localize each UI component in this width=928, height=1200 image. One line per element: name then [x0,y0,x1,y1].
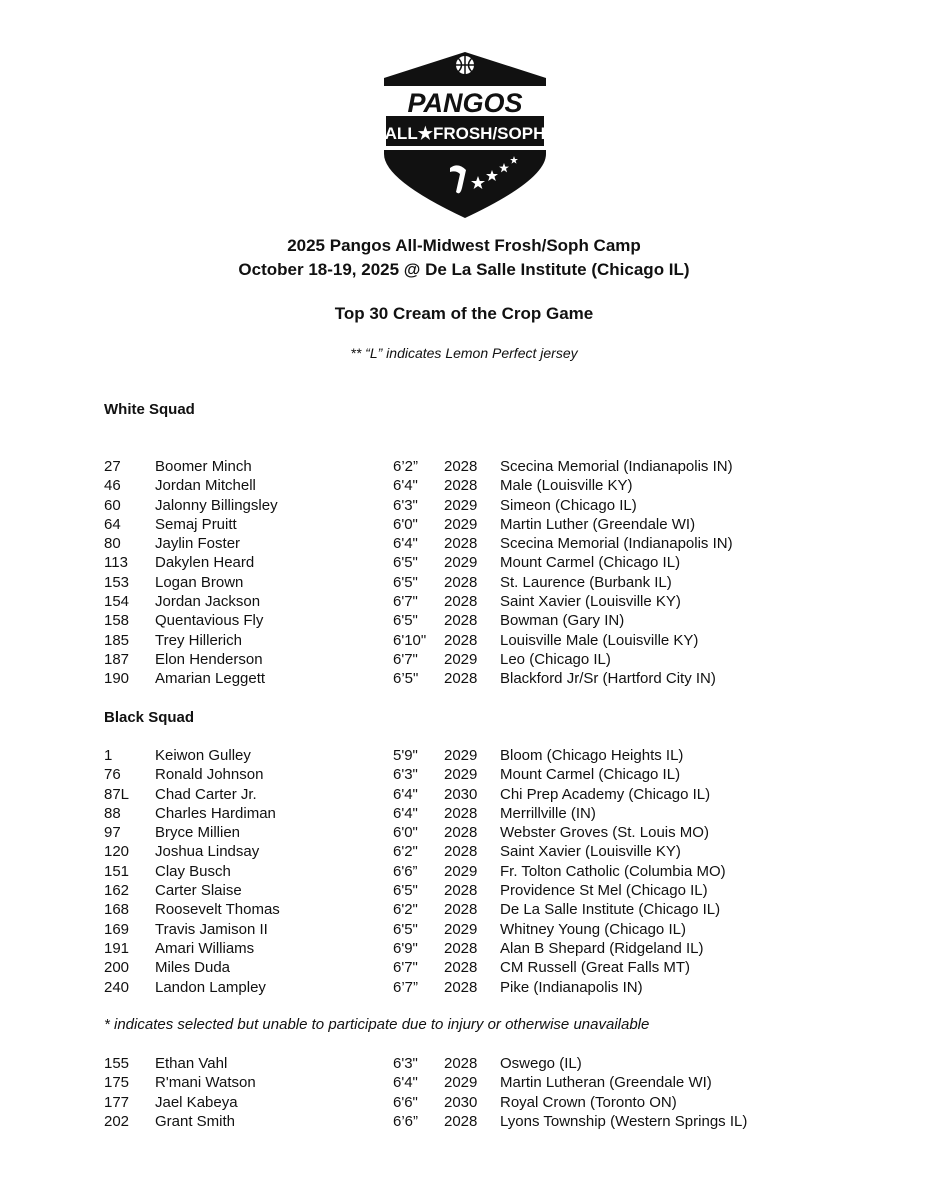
player-school: Lyons Township (Western Springs IL) [500,1112,748,1130]
player-class-year: 2028 [444,939,478,957]
player-height: 6’2” [393,458,419,475]
player-class-year: 2029 [444,1074,478,1092]
player-number: 191 [104,939,130,957]
player-school: CM Russell (Great Falls MT) [500,959,691,977]
player-number: 162 [104,882,130,900]
player-class-year: 2028 [444,535,478,553]
player-class-year: 2028 [444,458,478,475]
player-name: Joshua Lindsay [155,843,260,861]
player-school: Saint Xavier (Louisville KY) [500,843,681,861]
player-number: 97 [104,824,121,842]
player-class-year: 2028 [444,593,478,611]
player-class-year: 2028 [444,1112,478,1130]
player-school: Mount Carmel (Chicago IL) [500,554,681,572]
player-school: Leo (Chicago IL) [500,650,611,668]
player-school: Saint Xavier (Louisville KY) [500,593,681,611]
player-name: Jael Kabeya [155,1093,238,1111]
player-name: Carter Slaise [155,882,242,900]
player-name: Elon Henderson [155,650,263,668]
player-number: 177 [104,1093,130,1111]
player-class-year: 2028 [444,1055,478,1072]
player-height: 6'9" [393,939,418,957]
player-number: 1 [104,747,113,764]
white-squad-heading: White Squad [104,401,195,418]
player-school: Mount Carmel (Chicago IL) [500,766,681,784]
player-height: 6'7" [393,959,418,977]
player-class-year: 2028 [444,612,478,630]
player-height: 6'4" [393,785,418,803]
player-row [104,842,824,861]
player-height: 6'2" [393,901,418,919]
player-number: 80 [104,535,121,553]
player-school: Blackford Jr/Sr (Hartford City IN) [500,670,716,688]
player-row [104,785,824,804]
black-squad-heading: Black Squad [104,709,195,726]
player-height: 6'5" [393,554,418,572]
player-number: 27 [104,458,121,475]
player-row [104,978,824,997]
player-class-year: 2028 [444,824,478,842]
player-height: 6'0" [393,824,418,842]
player-height: 6’5" [393,670,419,688]
game-title: Top 30 Cream of the Crop Game [334,304,594,323]
player-school: Male (Louisville KY) [500,477,633,495]
player-name: Boomer Minch [155,458,252,475]
player-name: Jordan Mitchell [155,477,256,495]
player-row [104,939,824,958]
player-school: Fr. Tolton Catholic (Columbia MO) [500,862,726,880]
player-row [104,611,824,630]
player-number: 88 [104,804,121,822]
player-name: Clay Busch [155,862,231,880]
player-number: 154 [104,593,130,611]
player-class-year: 2029 [444,515,478,533]
player-number: 64 [104,515,121,533]
logo-subtitle-text: ALL★FROSH/SOPH [384,124,546,143]
player-school: Bloom (Chicago Heights IL) [500,747,684,764]
player-class-year: 2029 [444,650,478,668]
player-school: St. Laurence (Burbank IL) [500,573,672,591]
player-school: Whitney Young (Chicago IL) [500,920,686,938]
event-title: 2025 Pangos All-Midwest Frosh/Soph Camp [287,236,641,255]
player-height: 6'10" [393,631,427,649]
player-class-year: 2028 [444,959,478,977]
player-height: 6'5" [393,882,418,900]
event-date-location: October 18-19, 2025 @ De La Salle Institute (Chicago IL) [238,260,690,279]
player-name: Dakylen Heard [155,554,255,572]
player-height: 6'2" [393,843,418,861]
player-number: 158 [104,612,130,630]
player-school: Providence St Mel (Chicago IL) [500,882,708,900]
player-row [104,476,824,495]
player-number: 60 [104,496,121,514]
player-class-year: 2030 [444,785,478,803]
player-height: 6'3" [393,766,418,784]
player-name: R'mani Watson [155,1074,256,1092]
pangos-all-frosh-soph-logo [380,50,550,220]
player-height: 6'6” [393,862,418,880]
player-class-year: 2028 [444,804,478,822]
player-number: 202 [104,1112,130,1130]
player-class-year: 2029 [444,766,478,784]
player-row [104,1093,824,1112]
player-name: Quentavious Fly [155,612,264,630]
player-number: 155 [104,1055,130,1072]
player-number: 113 [104,554,128,572]
player-number: 190 [104,670,130,688]
player-name: Landon Lampley [155,978,266,996]
player-name: Jalonny Billingsley [155,496,278,514]
player-name: Travis Jamison II [155,920,268,938]
player-height: 6'5" [393,920,418,938]
player-row [104,900,824,919]
player-row [104,862,824,881]
player-class-year: 2028 [444,901,478,919]
player-height: 6'7" [393,650,418,668]
basketball-icon [455,55,475,75]
player-height: 6'4" [393,804,418,822]
player-name: Semaj Pruitt [155,515,237,533]
player-class-year: 2029 [444,920,478,938]
player-name: Chad Carter Jr. [155,785,257,803]
player-row [104,1073,824,1092]
player-number: 168 [104,901,130,919]
player-class-year: 2028 [444,843,478,861]
player-height: 6’7” [393,978,419,996]
player-name: Bryce Millien [155,824,241,842]
player-row [104,1054,824,1073]
player-name: Jordan Jackson [155,593,261,611]
black-squad-roster [104,746,824,997]
player-name: Amari Williams [155,939,255,957]
player-class-year: 2028 [444,631,478,649]
player-name: Logan Brown [155,573,244,591]
player-name: Grant Smith [155,1112,236,1130]
player-row [104,765,824,784]
player-row [104,534,824,553]
logo-brand-text: PANGOS [407,88,523,118]
player-number: 151 [104,862,130,880]
player-row [104,746,824,765]
player-height: 6'4" [393,535,418,553]
player-school: Martin Lutheran (Greendale WI) [500,1074,712,1092]
player-row [104,804,824,823]
player-school: Chi Prep Academy (Chicago IL) [500,785,711,803]
player-row [104,823,824,842]
player-class-year: 2029 [444,747,478,764]
player-school: Merrillville (IN) [500,804,596,822]
player-number: 175 [104,1074,130,1092]
player-height: 6'5" [393,612,418,630]
player-row [104,958,824,977]
player-number: 46 [104,477,121,495]
player-number: 187 [104,650,130,668]
player-row [104,592,824,611]
player-school: Scecina Memorial (Indianapolis IN) [500,535,733,553]
player-height: 6'4" [393,477,418,495]
player-number: 185 [104,631,130,649]
player-number: 240 [104,978,130,996]
player-row [104,573,824,592]
player-row [104,920,824,939]
player-number: 169 [104,920,130,938]
player-class-year: 2028 [444,477,478,495]
player-height: 6’6” [393,1112,419,1130]
player-height: 6'6" [393,1093,418,1111]
player-school: Royal Crown (Toronto ON) [500,1093,677,1111]
player-school: Alan B Shepard (Ridgeland IL) [500,939,704,957]
player-name: Trey Hillerich [155,631,242,649]
player-name: Roosevelt Thomas [155,901,280,919]
player-row [104,553,824,572]
player-class-year: 2028 [444,882,478,900]
player-height: 6'3" [393,1055,418,1072]
player-number: 120 [104,843,130,861]
player-name: Keiwon Gulley [155,747,251,764]
player-row [104,881,824,900]
player-row [104,457,824,476]
player-school: Bowman (Gary IN) [500,612,625,630]
player-name: Amarian Leggett [155,670,266,688]
player-name: Jaylin Foster [155,535,241,553]
player-number: 76 [104,766,121,784]
player-row [104,496,824,515]
player-row [104,669,824,688]
unavailable-roster [104,1054,824,1131]
player-class-year: 2029 [444,554,478,572]
player-height: 6'4" [393,1074,418,1092]
player-number: 153 [104,573,130,591]
player-class-year: 2028 [444,978,478,996]
player-row [104,1112,824,1131]
player-height: 5'9" [393,747,418,764]
player-school: Oswego (IL) [500,1055,582,1072]
player-name: Ethan Vahl [155,1055,228,1072]
player-school: Scecina Memorial (Indianapolis IN) [500,458,733,475]
unavailable-note: * indicates selected but unable to participate due to injury or otherwise unavailable [104,1016,650,1033]
player-height: 6'0" [393,515,418,533]
player-height: 6'3" [393,496,418,514]
player-class-year: 2028 [444,670,478,688]
player-number: 87L [104,785,130,803]
player-row [104,631,824,650]
player-class-year: 2029 [444,496,478,514]
white-squad-roster [104,457,824,689]
player-name: Charles Hardiman [155,804,276,822]
player-height: 6'7" [393,593,418,611]
player-number: 200 [104,959,130,977]
player-row [104,515,824,534]
player-name: Miles Duda [155,959,231,977]
player-name: Ronald Johnson [155,766,264,784]
player-class-year: 2029 [444,862,478,880]
jersey-note: ** “L” indicates Lemon Perfect jersey [350,345,578,361]
player-school: Webster Groves (St. Louis MO) [500,824,709,842]
player-school: Pike (Indianapolis IN) [500,978,643,996]
player-school: De La Salle Institute (Chicago IL) [500,901,721,919]
player-school: Simeon (Chicago IL) [500,496,637,514]
player-school: Martin Luther (Greendale WI) [500,515,696,533]
player-class-year: 2030 [444,1093,478,1111]
player-class-year: 2028 [444,573,478,591]
player-height: 6'5" [393,573,418,591]
player-row [104,650,824,669]
player-school: Louisville Male (Louisville KY) [500,631,699,649]
